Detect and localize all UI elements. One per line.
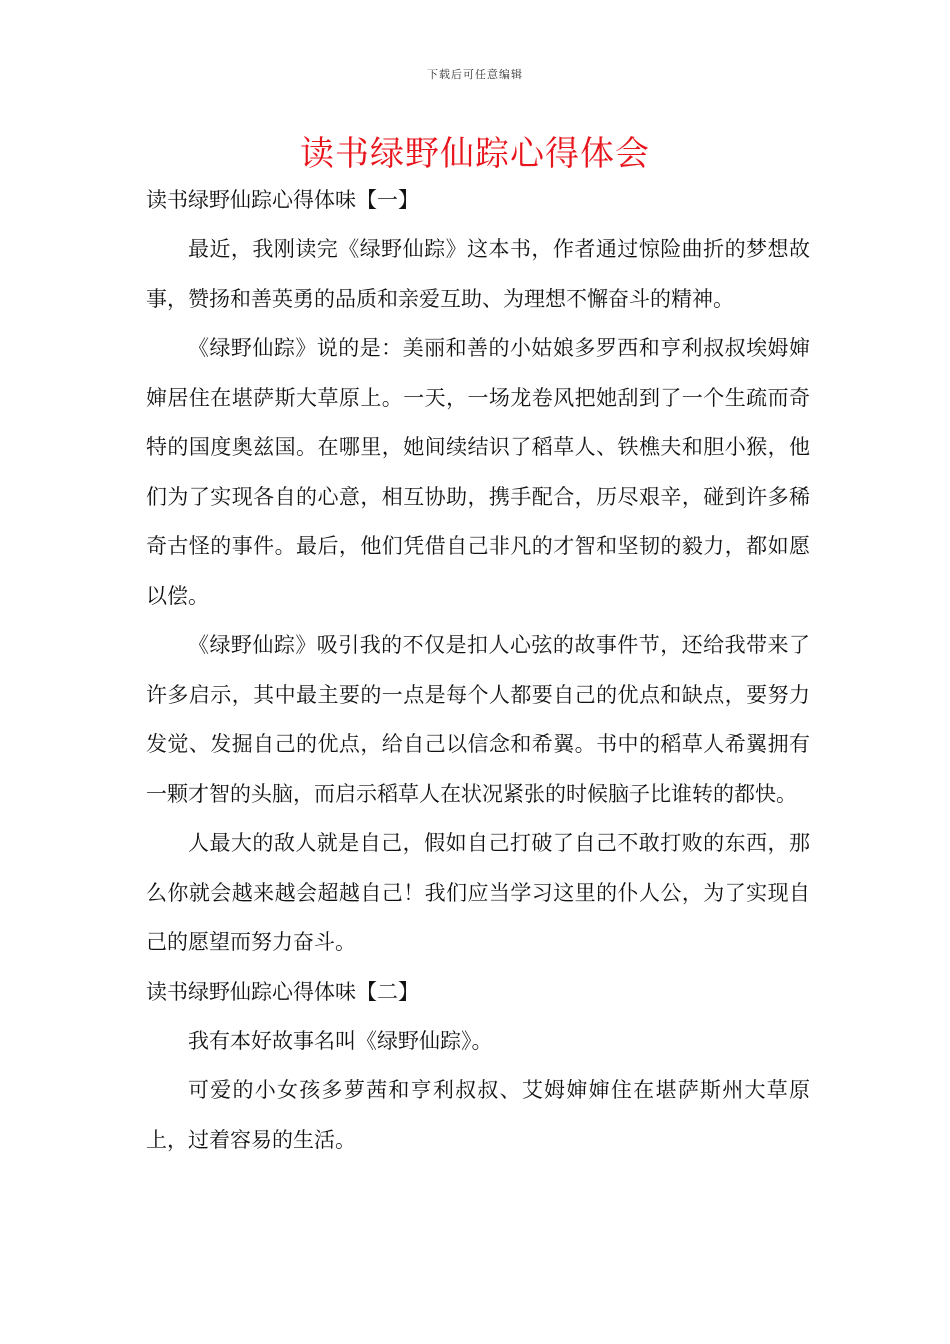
document-title: 读书绿野仙踪心得体会 — [300, 134, 650, 174]
paragraph: 我有本好故事名叫《绿野仙踪》。 — [188, 1028, 493, 1053]
paragraph: 《绿野仙踪》吸引我的不仅是扣人心弦的故事件节，还给我带来了许多启示，其中最主要的一点是每个人都要自己的优点和缺点，要努力发觉、发掘自己的优点，给自己以信念和希翼。书中的稻草人希翼拥有一颗才智的头脑，而启示稻草人在状况紧张的时候脑子比谁转的都快。 — [146, 633, 810, 806]
section-heading: 读书绿野仙踪心得体味【一】 — [146, 188, 419, 212]
paragraph: 人最大的敌人就是自己，假如自己打破了自己不敢打败的东西，那么你就会越来越会超越自己！我们应当学习这里的仆人公，为了实现自己的愿望而努力奋斗。 — [146, 831, 810, 954]
section-heading: 读书绿野仙踪心得体味【二】 — [146, 979, 419, 1004]
paragraph: 可爱的小女孩多萝茜和亨利叔叔、艾姆婶婶住在堪萨斯州大草原上，过着容易的生活。 — [146, 1078, 810, 1152]
paragraph: 最近，我刚读完《绿野仙踪》这本书，作者通过惊险曲折的梦想故事，赞扬和善英勇的品质和亲爱互助、为理想不懈奋斗的精神。 — [146, 237, 810, 311]
document-body — [146, 176, 810, 1165]
header-note: 下载后可任意编辑 — [427, 68, 523, 81]
paragraph: 《绿野仙踪》说的是：美丽和善的小姑娘多罗西和亨利叔叔埃姆婶婶居住在堪萨斯大草原上。一天，一场龙卷风把她刮到了一个生疏而奇特的国度奥兹国。在哪里，她间续结识了稻草人、铁樵夫和胆小猴，他们为了实现各自的心意，相互协助，携手配合，历尽艰辛，碰到许多稀奇古怪的事件。最后，他们凭借自己非凡的才智和坚韧的毅力，都如愿以偿。 — [146, 336, 810, 608]
